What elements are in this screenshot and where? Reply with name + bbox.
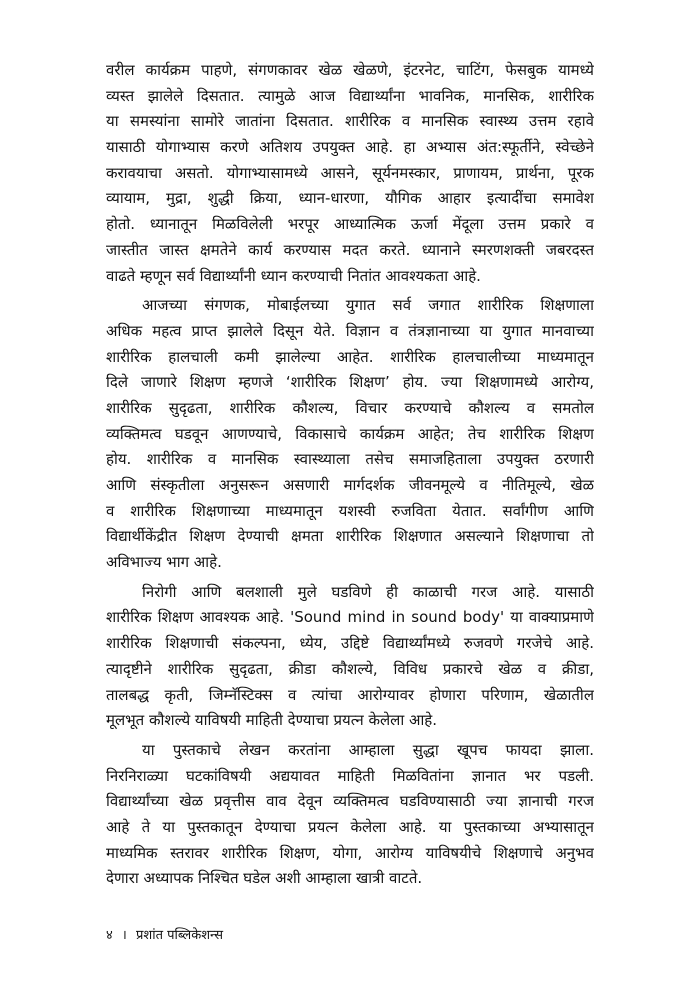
text-line: वाढते म्हणून सर्व विद्यार्थ्यांनी ध्यान करण्याची नितांत आवश्यकता आहे. — [106, 266, 481, 285]
text-line: या पुस्तकाचे लेखन करतांना आम्हाला सुद्धा खूपच फायदा झाला. — [142, 740, 594, 759]
text-line: निरोगी आणि बलशाली मुले घडविणे ही काळाची गरज आहे. यासाठी — [142, 582, 594, 601]
text-line: होय. शारीरिक व मानसिक स्वास्थ्याला तसेच समाजहिताला उपयुक्त ठरणारी — [106, 450, 594, 469]
page-footer — [106, 925, 223, 943]
text-line: व्यक्तिमत्व घडवून आणण्याचे, विकासाचे कार्यक्रम आहेत; तेच शारीरिक शिक्षण — [106, 424, 594, 443]
text-line: शारीरिक सुदृढता, शारीरिक कौशल्य, विचार करण्याचे कौशल्य व समतोल — [106, 398, 594, 417]
text-line: शारीरिक शिक्षण आवश्यक आहे. 'Sound mind in sound body' या वाक्याप्रमाणे — [106, 608, 594, 627]
footer-separator: । — [121, 928, 127, 943]
text-line: आणि संस्कृतीला अनुसरून असणारी मार्गदर्शक जीवनमूल्ये व नीतिमूल्ये, खेळ — [106, 476, 594, 494]
text-line: शारीरिक हालचाली कमी झालेल्या आहेत. शारीरिक हालचालीच्या माध्यमातून — [106, 347, 594, 366]
paragraph-4 — [106, 738, 594, 892]
page-number: ४ — [106, 928, 113, 943]
text-line: यासाठी योगाभ्यास करणे अतिशय उपयुक्त आहे. हा अभ्यास अंत:स्फूर्तीने, स्वेच्छेने — [106, 138, 594, 157]
text-line: देणारा अध्यापक निश्चित घडेल अशी आम्हाला खात्री वाटते. — [106, 869, 423, 888]
publisher-name: प्रशांत पब्लिकेशन्स — [135, 928, 224, 943]
text-line: विद्यार्थीकेंद्रीत शिक्षण देण्याची क्षमता शारीरिक शिक्षणात असल्याने शिक्षणाचा तो — [106, 527, 594, 546]
text-line: दिले जाणारे शिक्षण म्हणजे ‘शारीरिक शिक्षण’ होय. ज्या शिक्षणामध्ये आरोग्य, — [106, 373, 594, 392]
text-line: तालबद्ध कृती, जिम्नॅस्टिक्स व त्यांचा आरोग्यावर होणारा परिणाम, खेळातील — [106, 685, 594, 704]
text-line: वरील कार्यक्रम पाहणे, संगणकावर खेळ खेळणे, इंटरनेट, चाटिंग, फेसबुक यामध्ये — [106, 61, 594, 79]
text-line: व शारीरिक शिक्षणाच्या माध्यमातून यशस्वी रुजविता येतात. सर्वांगीण आणि — [106, 501, 594, 520]
text-line: व्यस्त झालेले दिसतात. त्यामुळे आज विद्यार्थ्यांना भावनिक, मानसिक, शारीरिक — [106, 86, 594, 105]
text-line: व्यायाम, मुद्रा, शुद्धी क्रिया, ध्यान-धारणा, यौगिक आहार इत्यादींचा समावेश — [106, 189, 594, 208]
text-line: आहे ते या पुस्तकातून देण्याचा प्रयत्न केलेला आहे. या पुस्तकाच्या अभ्यासातून — [106, 817, 594, 836]
text-line: होतो. ध्यानातून मिळविलेली भरपूर आध्यात्मिक ऊर्जा मेंदूला उत्तम प्रकारे व — [106, 215, 594, 234]
text-line: अधिक महत्व प्राप्त झालेले दिसून येते. विज्ञान व तंत्रज्ञानाच्या या युगात मानवाच्या — [106, 321, 594, 340]
text-line: या समस्यांना सामोरे जातांना दिसतात. शारीरिक व मानसिक स्वास्थ्य उत्तम रहावे — [106, 112, 594, 131]
text-line: माध्यमिक स्तरावर शारीरिक शिक्षण, योगा, आरोग्य याविषयीचे शिक्षणाचे अनुभव — [106, 843, 594, 862]
paragraph-1 — [106, 58, 594, 289]
text-line: शारीरिक शिक्षणाची संकल्पना, ध्येय, उद्दिष्टे विद्यार्थ्यांमध्ये रुजवणे गरजेचे आहे. — [106, 634, 594, 653]
text-line: अविभाज्य भाग आहे. — [106, 553, 222, 572]
text-line: आजच्या संगणक, मोबाईलच्या युगात सर्व जगात शारीरिक शिक्षणाला — [142, 296, 594, 315]
paragraph-3 — [106, 580, 594, 734]
text-line: मूलभूत कौशल्ये याविषयी माहिती देण्याचा प्रयत्न केलेला आहे. — [106, 711, 438, 730]
text-line: विद्यार्थ्यांच्या खेळ प्रवृत्तीस वाव देवून व्यक्तिमत्व घडविण्यासाठी ज्या ज्ञानाची गरज — [106, 792, 594, 811]
paragraph-2 — [106, 293, 594, 576]
text-line: जास्तीत जास्त क्षमतेने कार्य करण्यास मदत करते. ध्यानाने स्मरणशक्ती जबरदस्त — [106, 240, 594, 259]
text-line: त्यादृष्टीने शारीरिक सुदृढता, क्रीडा कौशल्ये, विविध प्रकारचे खेळ व क्रीडा, — [106, 659, 594, 678]
text-line: करावयाचा असतो. योगाभ्यासामध्ये आसने, सूर्यनमस्कार, प्राणायम, प्रार्थना, पूरक — [106, 163, 594, 182]
page-body — [106, 58, 594, 892]
text-line: निरनिराळ्या घटकांविषयी अद्ययावत माहिती मिळवितांना ज्ञानात भर पडली. — [106, 766, 594, 785]
